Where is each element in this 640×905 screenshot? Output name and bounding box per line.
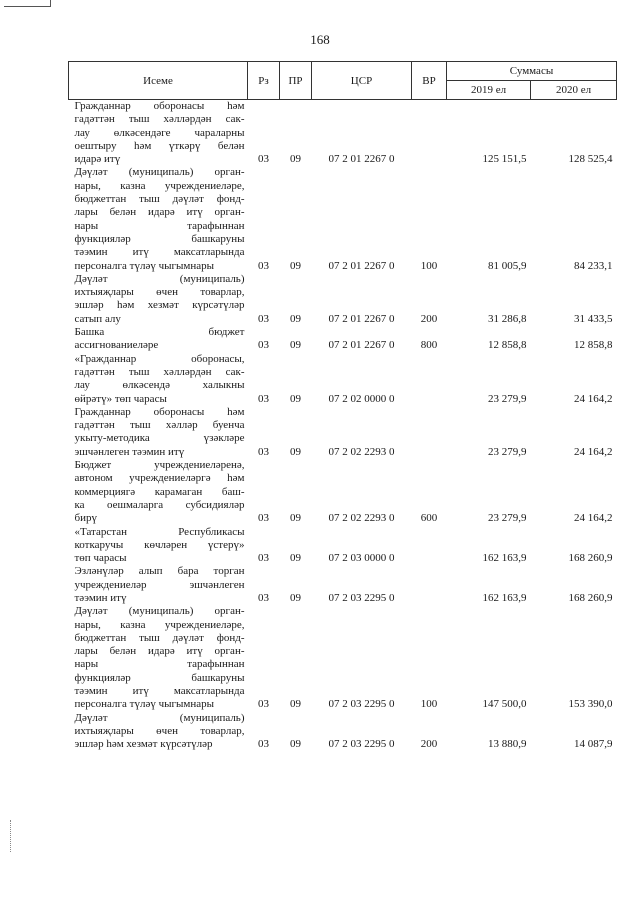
row-y2019: 125 151,5 <box>482 153 527 166</box>
row-name-line: бюджеттан тыш дәүләт фонд- <box>74 631 245 644</box>
row-name-line: Дәүләт (муниципаль) <box>74 272 245 285</box>
row-csr: 07 2 01 2267 0 <box>328 259 395 272</box>
row-y2019: 13 880,9 <box>488 738 527 751</box>
page-number: 168 <box>310 32 330 47</box>
row-name-line: Дәүләт (муниципаль) <box>74 711 245 724</box>
header-pr: ПР <box>280 62 312 100</box>
row-pr: 09 <box>290 445 301 458</box>
row-name-line: коммерциягә карамаган баш- <box>74 485 245 498</box>
budget-table <box>68 61 617 752</box>
row-name-line: Бюджет учреждениеләренә, <box>74 459 245 472</box>
row-vr: 100 <box>420 698 438 711</box>
row-name-line: ихтыяҗлары өчен товарлар, <box>74 724 245 737</box>
row-y2019: 162 163,9 <box>482 591 527 604</box>
row-name <box>69 406 248 459</box>
row-rz: 03 <box>258 591 269 604</box>
row-name-line: коткаручы көчләрен үстерү» <box>74 538 245 551</box>
row-rz: 03 <box>258 392 269 405</box>
row-rz: 03 <box>258 698 269 711</box>
table-row <box>69 166 617 272</box>
row-csr: 07 2 03 2295 0 <box>328 698 395 711</box>
row-vr <box>412 100 447 167</box>
header-csr: ЦСР <box>312 62 412 100</box>
row-name-line: идарә итү <box>74 153 121 166</box>
row-name-line: нары тарафыннан <box>74 658 245 671</box>
row-name-line: гадәттән тыш хәлләрдән сак- <box>74 113 245 126</box>
table-row <box>69 326 617 353</box>
table-row <box>69 353 617 406</box>
row-name <box>69 100 248 167</box>
row-y2020: 14 087,9 <box>574 738 613 751</box>
row-name-line: бюджеттан тыш дәүләт фонд- <box>74 193 245 206</box>
row-y2019: 31 286,8 <box>488 312 527 325</box>
row-pr: 09 <box>290 312 301 325</box>
row-csr: 07 2 01 2267 0 <box>328 312 395 325</box>
table-row <box>69 526 617 566</box>
row-vr <box>412 565 447 605</box>
row-csr: 07 2 03 2295 0 <box>328 591 395 604</box>
table-row <box>69 565 617 605</box>
row-csr: 07 2 01 2267 0 <box>328 339 395 352</box>
row-name-line: лау өлкәсендәге чараларны <box>74 126 245 139</box>
row-name-line: «Гражданнар оборонасы, <box>74 352 245 365</box>
row-y2019: 23 279,9 <box>488 512 527 525</box>
row-name <box>69 273 248 326</box>
row-name-line: Дәүләт (муниципаль) орган- <box>74 605 245 618</box>
row-pr: 09 <box>290 591 301 604</box>
row-name-line: автоном учреждениеләргә һәм <box>74 472 245 485</box>
row-csr: 07 2 02 2293 0 <box>328 512 395 525</box>
row-rz: 03 <box>258 339 269 352</box>
row-name-line: бирү <box>74 512 97 525</box>
row-name-line: лау өлкәсендә халыкны <box>74 379 245 392</box>
row-pr: 09 <box>290 259 301 272</box>
row-vr: 800 <box>420 339 438 352</box>
row-name-line: гадәттән тыш хәлләр буенча <box>74 419 245 432</box>
header-2020: 2020 ел <box>531 81 617 100</box>
margin-mark <box>10 820 13 852</box>
row-name <box>69 353 248 406</box>
row-y2020: 168 260,9 <box>568 552 613 565</box>
row-y2020: 31 433,5 <box>574 312 613 325</box>
row-name-line: сатып алу <box>74 312 121 325</box>
row-name-line: гадәттән тыш хәлләрдән сак- <box>74 365 245 378</box>
row-csr: 07 2 03 0000 0 <box>328 552 395 565</box>
row-name-line: нары тарафыннан <box>74 219 245 232</box>
table-row <box>69 712 617 752</box>
row-y2020: 168 260,9 <box>568 591 613 604</box>
row-y2020: 24 164,2 <box>574 445 613 458</box>
header-name: Исеме <box>69 62 248 100</box>
row-y2020: 12 858,8 <box>574 339 613 352</box>
row-pr: 09 <box>290 698 301 711</box>
row-rz: 03 <box>258 738 269 751</box>
row-vr: 600 <box>420 512 438 525</box>
row-name-line: Гражданнар оборонасы һәм <box>74 405 245 418</box>
row-name-line: укыту-методика үзәкләре <box>74 432 245 445</box>
row-name-line: эшчәнлеген тәэмин итү <box>74 445 185 458</box>
row-name-line: нары, казна учреждениеләре, <box>74 618 245 631</box>
row-name-line: оештыру һәм үткәрү белән <box>74 139 245 152</box>
row-name-line: тәэмин итү максатларында <box>74 685 245 698</box>
row-name-line: Дәүләт (муниципаль) орган- <box>74 166 245 179</box>
header-sums: Суммасы <box>447 62 617 81</box>
page-corner-mark <box>4 0 51 7</box>
row-name <box>69 526 248 566</box>
table-row <box>69 100 617 167</box>
row-name-line: ихтыяҗлары өчен товарлар, <box>74 286 245 299</box>
row-vr: 200 <box>420 738 438 751</box>
row-y2019: 147 500,0 <box>482 698 527 711</box>
row-vr <box>412 353 447 406</box>
table-row <box>69 273 617 326</box>
row-name-line: төп чарасы <box>74 552 127 565</box>
row-name-line: персоналга түләү чыгымнары <box>74 698 215 711</box>
row-name <box>69 605 248 711</box>
row-vr: 200 <box>420 312 438 325</box>
row-rz: 03 <box>258 445 269 458</box>
row-y2020: 153 390,0 <box>568 698 613 711</box>
row-y2019: 162 163,9 <box>482 552 527 565</box>
row-pr: 09 <box>290 738 301 751</box>
row-csr: 07 2 02 2293 0 <box>328 445 395 458</box>
row-pr: 09 <box>290 153 301 166</box>
row-y2020: 24 164,2 <box>574 392 613 405</box>
row-name <box>69 712 248 752</box>
row-name-line: лары белән идарә итү орган- <box>74 206 245 219</box>
row-rz: 03 <box>258 153 269 166</box>
table-row <box>69 406 617 459</box>
row-pr: 09 <box>290 339 301 352</box>
row-name-line: өйрәтү» төп чарасы <box>74 392 167 405</box>
row-csr: 07 2 03 2295 0 <box>328 738 395 751</box>
row-rz: 03 <box>258 552 269 565</box>
row-pr: 09 <box>290 552 301 565</box>
row-rz: 03 <box>258 259 269 272</box>
row-name <box>69 326 248 353</box>
row-y2019: 12 858,8 <box>488 339 527 352</box>
row-name-line: функцияләр башкаруны <box>74 232 245 245</box>
row-name-line: Гражданнар оборонасы һәм <box>74 100 245 112</box>
row-name-line: персоналга түләү чыгымнары <box>74 259 215 272</box>
row-pr: 09 <box>290 392 301 405</box>
row-rz: 03 <box>258 512 269 525</box>
row-name-line: эшләр һәм хезмәт күрсәтүләр <box>74 299 245 312</box>
row-name-line: ассигнованиеләре <box>74 339 159 352</box>
table-body <box>69 100 617 752</box>
row-name-line: ка оешмаларга субсидияләр <box>74 498 245 511</box>
row-vr: 100 <box>420 259 438 272</box>
row-y2020: 128 525,4 <box>568 153 613 166</box>
row-name-line: Башка бюджет <box>74 326 245 339</box>
header-2019: 2019 ел <box>447 81 531 100</box>
row-name-line: учреждениеләр эшчәнлеген <box>74 578 245 591</box>
row-y2019: 23 279,9 <box>488 392 527 405</box>
row-vr <box>412 526 447 566</box>
row-name-line: тәэмин итү <box>74 591 127 604</box>
row-name <box>69 166 248 272</box>
row-y2019: 23 279,9 <box>488 445 527 458</box>
row-name <box>69 565 248 605</box>
row-name-line: функцияләр башкаруны <box>74 671 245 684</box>
table-row <box>69 605 617 711</box>
row-name-line: Эзләнүләр алып бара торган <box>74 565 245 578</box>
table-row <box>69 459 617 525</box>
row-csr: 07 2 02 0000 0 <box>328 392 395 405</box>
header-vr: ВР <box>412 62 447 100</box>
row-csr: 07 2 01 2267 0 <box>328 153 395 166</box>
row-rz: 03 <box>258 312 269 325</box>
row-name-line: «Татарстан Республикасы <box>74 525 245 538</box>
row-name-line: нары, казна учреждениеләре, <box>74 179 245 192</box>
header-rz: Рз <box>248 62 280 100</box>
row-y2020: 84 233,1 <box>574 259 613 272</box>
row-vr <box>412 406 447 459</box>
row-name-line: тәэмин итү максатларында <box>74 246 245 259</box>
row-name-line: эшләр һәм хезмәт күрсәтүләр <box>74 738 213 751</box>
row-y2020: 24 164,2 <box>574 512 613 525</box>
row-pr: 09 <box>290 512 301 525</box>
row-name <box>69 459 248 525</box>
row-y2019: 81 005,9 <box>488 259 527 272</box>
row-name-line: лары белән идарә итү орган- <box>74 645 245 658</box>
